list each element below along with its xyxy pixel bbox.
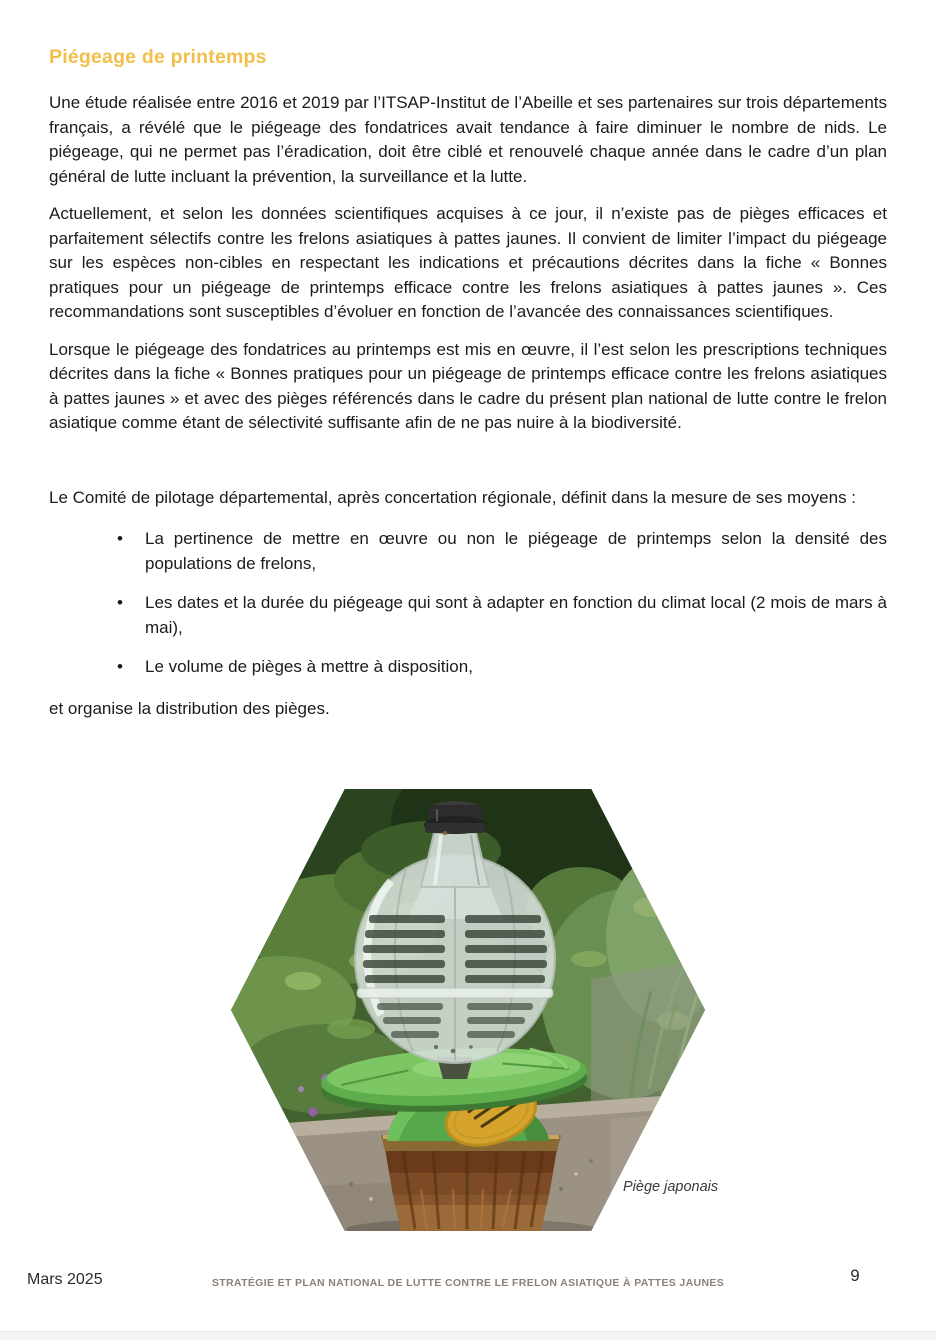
closing-paragraph: et organise la distribution des pièges. (49, 698, 330, 718)
footer-bar (0, 1331, 936, 1340)
footer-date: Mars 2025 (27, 1271, 103, 1288)
paragraph-study: Une étude réalisée entre 2016 et 2019 par l’ITSAP-Institut de l’Abeille et ses partenaires sur trois départements français, a révélé que le piégeage des fondatrices avait tendance à faire diminuer le nombre de nids. Le piégeage, qui ne permet pas l’éradication, doit être ciblé et renouvelé chaque année dans le cadre d’un plan général de lutte incluant la prévention, la surveillance et la lutte. (49, 93, 887, 186)
bullet-icon: • (117, 529, 123, 548)
bullet-text: La pertinence de mettre en œuvre ou non le piégeage de printemps selon la densité des populations de frelons, (145, 529, 887, 573)
section-title: Piégeage de printemps (49, 46, 267, 68)
japanese-trap-photo (231, 789, 705, 1231)
bullet-text: Le volume de pièges à mettre à disposition, (145, 657, 473, 676)
page-body (49, 0, 887, 721)
trap-photo-illustration (231, 789, 705, 1231)
photo-block (231, 789, 719, 1231)
footer-document-title: STRATÉGIE ET PLAN NATIONAL DE LUTTE CONTRE LE FRELON ASIATIQUE À PATTES JAUNES (211, 1277, 725, 1289)
photo-caption: Piège japonais (623, 1179, 719, 1195)
bullet-list (49, 527, 887, 680)
bullet-item-dates (117, 591, 887, 640)
bullet-text: Les dates et la durée du piégeage qui sont à adapter en fonction du climat local (2 mois de mars à mai), (145, 593, 887, 637)
bullet-icon: • (117, 657, 123, 676)
bullet-icon: • (117, 593, 123, 612)
paragraph-prescriptions: Lorsque le piégeage des fondatrices au printemps est mis en œuvre, il l’est selon les prescriptions techniques décrites dans la fiche « Bonnes pratiques pour un piégeage de printemps efficace contre les frelons asiatiques à pattes jaunes » et avec des pièges référencés dans le cadre du présent plan national de lutte contre le frelon asiatique comme étant de sélectivité suffisante afin de ne pas nuire à la biodiversité. (49, 339, 887, 432)
paragraph-committee: Le Comité de pilotage départemental, après concertation régionale, définit dans la mesure de ses moyens : (49, 487, 857, 507)
footer-page-number: 9 (850, 1266, 860, 1285)
paragraph-current-state: Actuellement, et selon les données scientifiques acquises à ce jour, il n’existe pas de pièges efficaces et parfaitement sélectifs contre les frelons asiatiques à pattes jaunes. Il convient de limiter l’impact du piégeage sur les espèces non-cibles en respectant les indications et précautions décrites dans la fiche « Bonnes pratiques pour un piégeage de printemps efficace contre les frelons asiatiques à pattes jaunes ». Ces recommandations sont susceptibles d’évoluer en fonction de l’avancée des connaissances scientifiques. (49, 204, 887, 321)
bullet-item-volume (117, 655, 887, 680)
bullet-item-pertinence (117, 527, 887, 576)
